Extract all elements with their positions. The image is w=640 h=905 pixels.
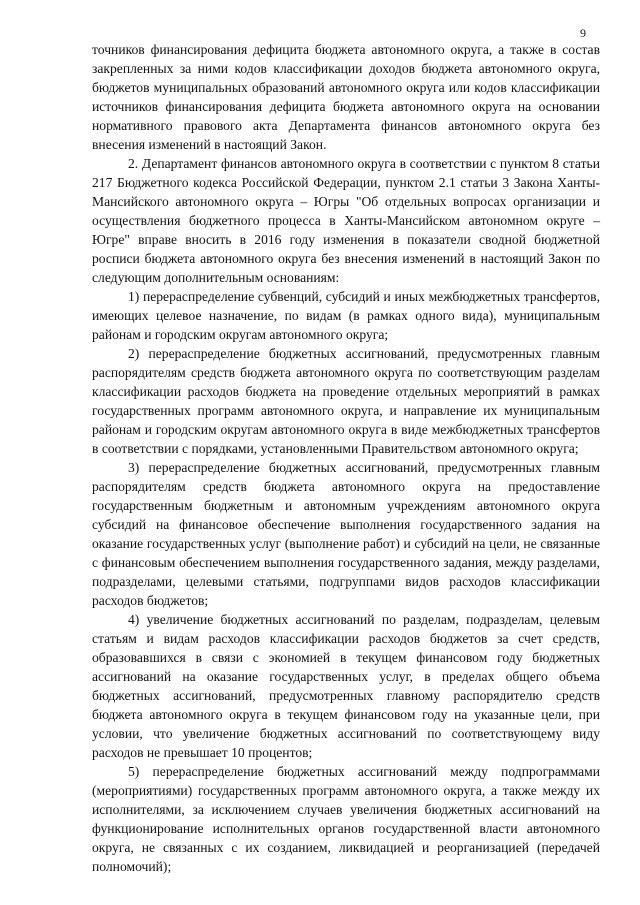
paragraph-subitem-3: 3) перераспределение бюджетных ассигнований, предусмотренных главным распорядителям средств бюджета автономного округа на предоставление государственным бюджетным и автономным учреждениям автономного округа субсидий на финансовое обеспечение выполнения государственного задания на оказание государственных услуг (выполнение работ) и субсидий на цели, не связанные с финансовым обеспечением выполнения государственного задания, между разделами, подразделами, целевыми статьями, подгруппами видов расходов классификации расходов бюджетов; xyxy=(92,460,600,608)
paragraph-subitem-2: 2) перераспределение бюджетных ассигнований, предусмотренных главным распорядителям средств бюджета автономного округа по соответствующим разделам классификации расходов бюджета на проведение отдельных мероприятий в рамках государственных программ автономного округа, и направление их муниципальным районам и городским округам автономного округа в виде межбюджетных трансфертов в соответствии с порядками, установленными Правительством автономного округа; xyxy=(92,346,600,456)
paragraph-subitem-1: 1) перераспределение субвенций, субсидий и иных межбюджетных трансфертов, имеющих целевое назначение, по видам (в рамках одного вида), муниципальным районам и городским округам автономного округа; xyxy=(92,289,600,342)
paragraph-item-2: 2. Департамент финансов автономного округа в соответствии с пунктом 8 статьи 217 Бюджетного кодекса Российской Федерации, пунктом 2.1 статьи 3 Закона Ханты-Мансийского автономного округа – Югры "Об отдельных вопросах организации и осуществления бюджетного процесса в Ханты-Мансийском автономном округе – Югре" вправе вносить в 2016 году изменения в показатели сводной бюджетной росписи бюджета автономного округа без внесения изменений в настоящий Закон по следующим дополнительным основаниям: xyxy=(92,156,600,285)
paragraph-continuation: точников финансирования дефицита бюджета автономного округа, а также в состав закрепленных за ними кодов классификации доходов бюджета автономного округа, бюджетов муниципальных образований автономного округа или кодов классификации источников финансирования дефицита бюджета автономного округа на основании нормативного правового акта Департамента финансов автономного округа без внесения изменений в настоящий Закон. xyxy=(92,42,600,152)
paragraph-subitem-4: 4) увеличение бюджетных ассигнований по разделам, подразделам, целевым статьям и видам расходов классификации расходов бюджетов за счет средств, образовавшихся в связи с экономией в текущем финансовом году бюджетных ассигнований на оказание государственных услуг, в пределах общего объема бюджетных ассигнований, предусмотренных главному распорядителю средств бюджета автономного округа в текущем финансовом году на указанные цели, при условии, что увеличение бюджетных ассигнований по соответствующему виду расходов не превышает 10 процентов; xyxy=(92,612,600,760)
document-body xyxy=(92,40,600,876)
paragraph-subitem-5: 5) перераспределение бюджетных ассигнований между подпрограммами (мероприятиями) государственных программ автономного округа, а также между их исполнителями, за исключением случаев увеличения бюджетных ассигнований на функционирование исполнительных органов государственной власти автономного округа, не связанных с их созданием, ликвидацией и реорганизацией (передачей полномочий); xyxy=(92,764,600,874)
page-number: 9 xyxy=(580,26,586,40)
